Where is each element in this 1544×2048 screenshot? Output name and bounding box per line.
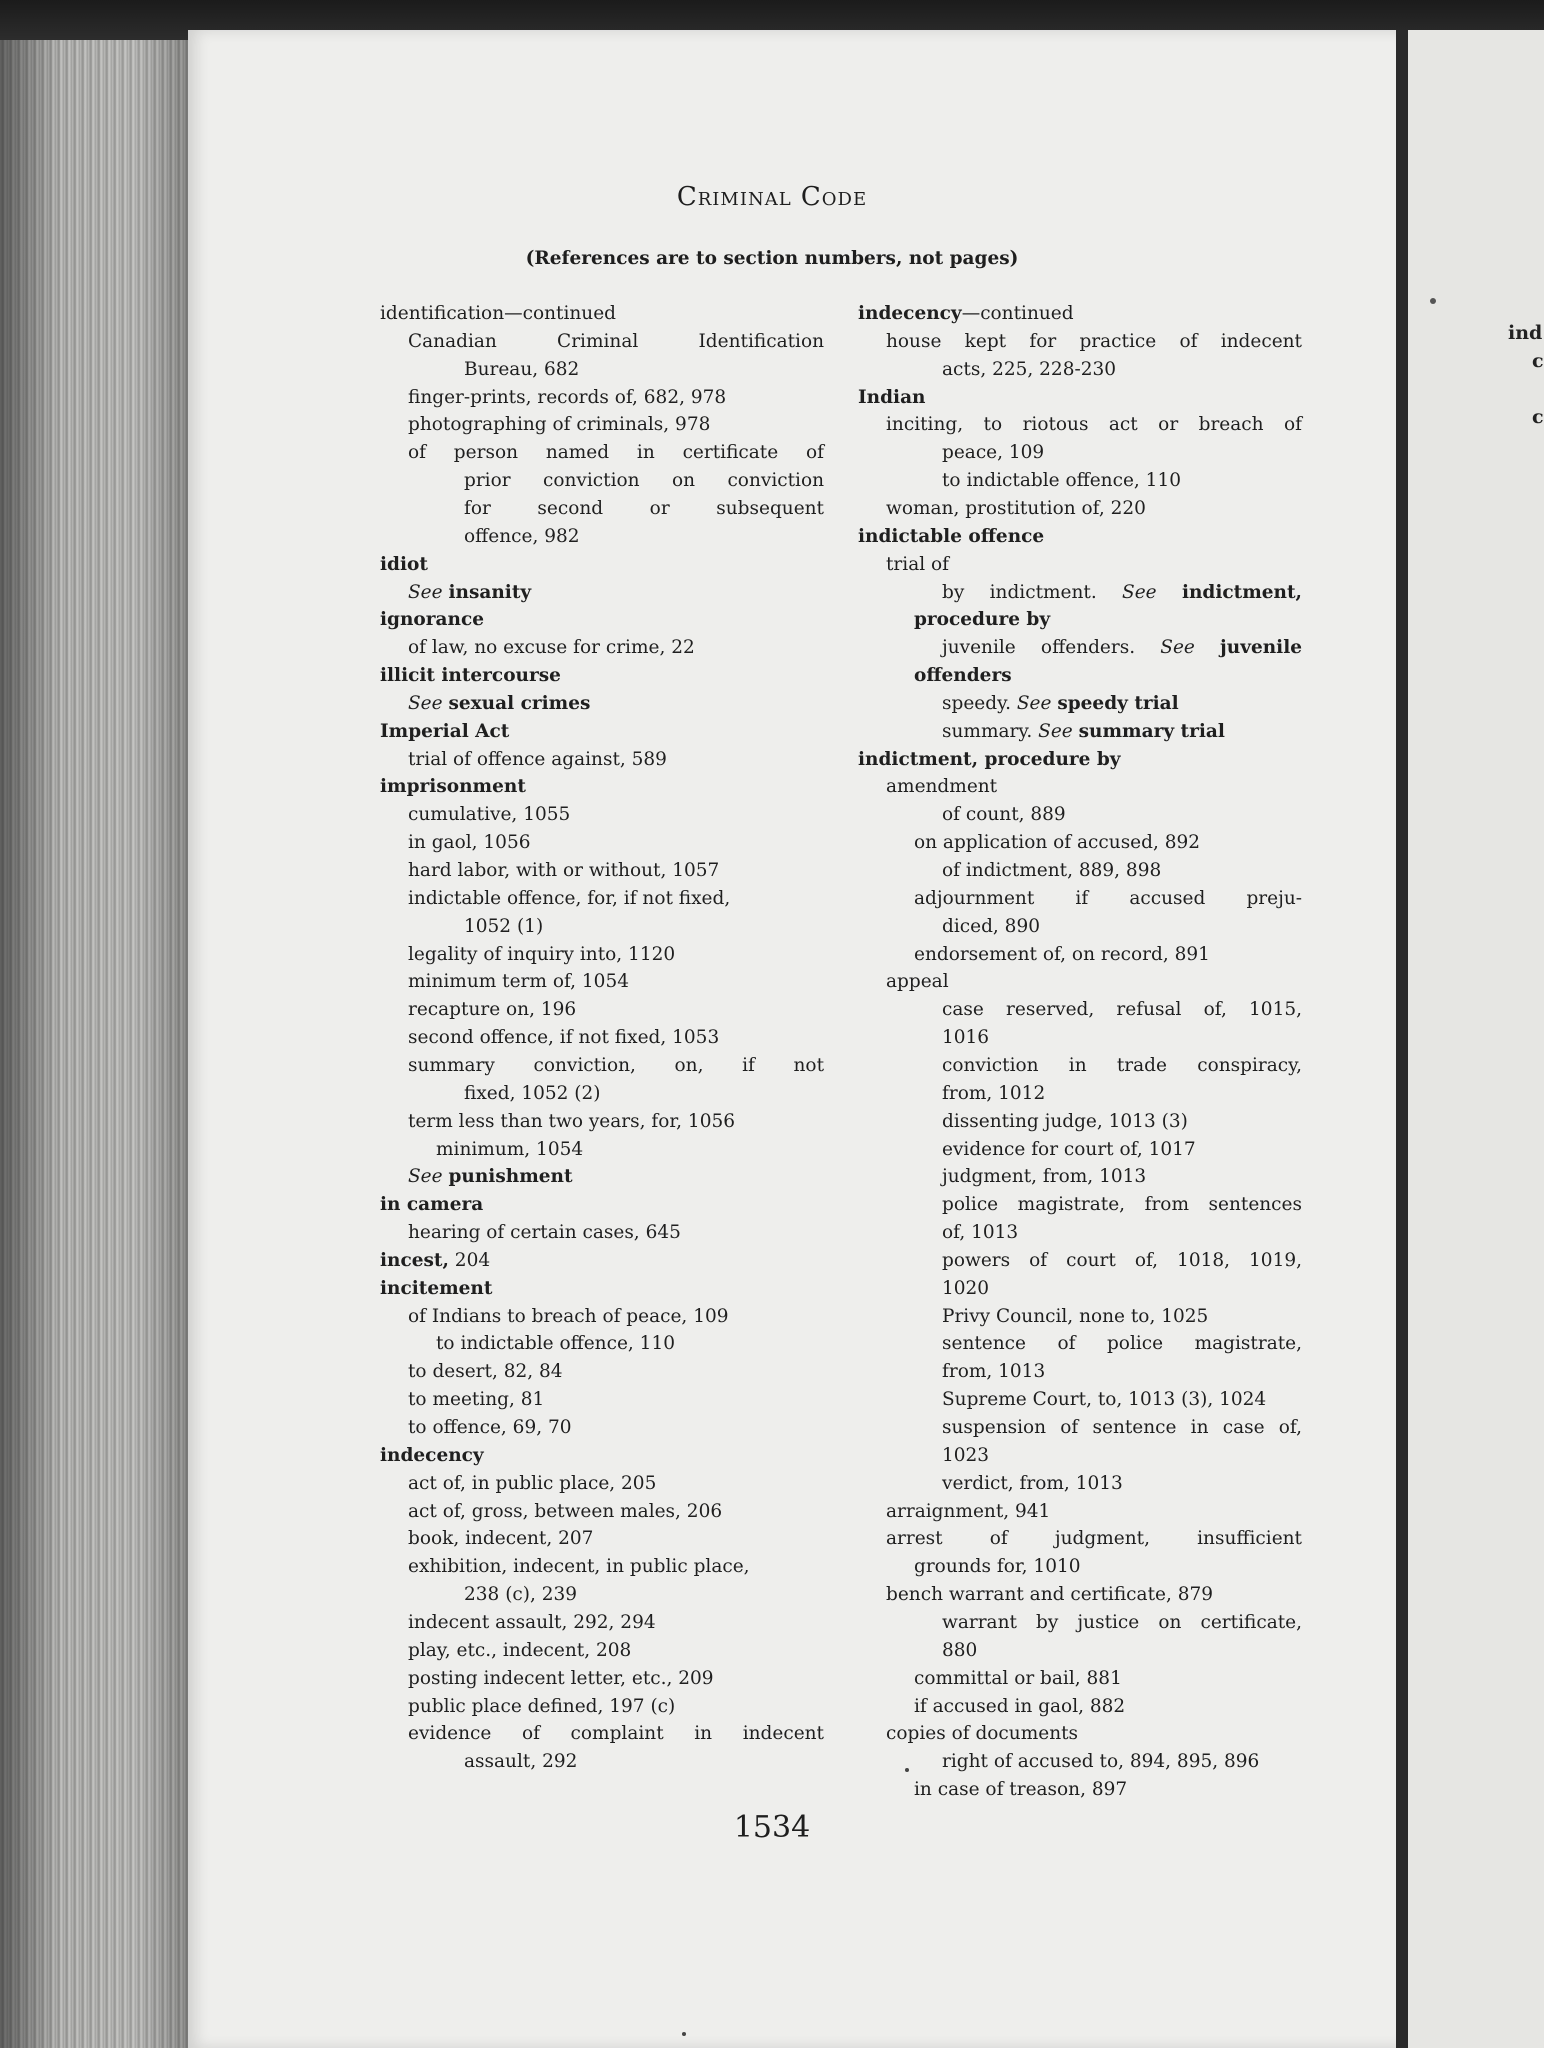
facing-page-fragment: ind [1508, 322, 1543, 344]
index-entry [408, 690, 590, 718]
index-entry: hard labor, with or without, 1057 [408, 860, 720, 881]
index-entry: inciting, to riotous act or breach of [886, 414, 1302, 436]
index-entry: exhibition, indecent, in public place, [408, 1556, 750, 1578]
index-entry: finger-prints, records of, 682, 978 [408, 386, 727, 408]
index-entry: suspension of sentence in case of, [942, 1417, 1302, 1438]
index-entry: minimum, 1054 [436, 1138, 584, 1160]
book-gutter [1396, 30, 1408, 2048]
index-entry: of indictment, 889, 898 [942, 860, 1162, 881]
index-entry: offenders [914, 665, 1012, 687]
index-entry: to indictable offence, 110 [436, 1333, 675, 1355]
index-entry: in camera [380, 1194, 484, 1216]
index-entry: ignorance [380, 609, 484, 631]
index-entry: evidence for court of, 1017 [942, 1138, 1196, 1160]
index-entry: of Indians to breach of peace, 109 [408, 1305, 729, 1327]
index-entry: public place defined, 197 (c) [408, 1695, 676, 1717]
index-entry: endorsement of, on record, 891 [914, 943, 1210, 965]
index-entry: indictment, procedure by [858, 748, 1121, 770]
index-entry: second offence, if not fixed, 1053 [408, 1027, 720, 1049]
index-entry: Indian [858, 386, 926, 408]
index-entry: indictable offence [858, 525, 1045, 547]
index-entry: to desert, 82, 84 [408, 1361, 563, 1383]
index-entry: 1023 [942, 1444, 990, 1466]
index-entry [408, 579, 531, 607]
index-entry: hearing of certain cases, 645 [408, 1222, 681, 1244]
index-entry: if accused in gaol, 882 [914, 1695, 1126, 1717]
index-entry: from, 1013 [942, 1361, 1046, 1383]
index-entry: play, etc., indecent, 208 [408, 1639, 632, 1661]
index-entry: peace, 109 [942, 442, 1045, 464]
index-entry: grounds for, 1010 [914, 1556, 1081, 1578]
index-entry: fixed, 1052 (2) [464, 1082, 601, 1104]
entry-text: juvenile offenders. [942, 637, 1136, 659]
index-entry: minimum term of, 1054 [408, 971, 629, 993]
index-entry: in gaol, 1056 [408, 832, 531, 854]
running-head: Criminal Code [676, 182, 868, 212]
see-reference-label: See [1038, 720, 1073, 742]
index-entry: house kept for practice of indecent [886, 330, 1302, 352]
index-entry: incitement [380, 1277, 493, 1299]
cross-reference: indictment, [1181, 581, 1302, 603]
index-entry: arraignment, 941 [886, 1500, 1051, 1522]
index-entry: indictable offence, for, if not fixed, [408, 887, 731, 909]
see-reference-label: See [1122, 581, 1157, 603]
index-entry: term less than two years, for, 1056 [408, 1110, 736, 1132]
index-entry: 1020 [942, 1277, 990, 1299]
see-reference-label: See [1160, 637, 1195, 659]
index-entry: act of, gross, between males, 206 [408, 1500, 723, 1522]
see-reference-label: See [408, 1166, 443, 1188]
index-entry [942, 718, 1225, 746]
index-entry: in case of treason, 897 [914, 1779, 1128, 1801]
index-entry: offence, 982 [464, 525, 580, 547]
entry-text: by indictment. [942, 581, 1097, 603]
index-entry: indecent assault, 292, 294 [408, 1611, 656, 1633]
index-entry: amendment [886, 776, 998, 798]
index-entry: case reserved, refusal of, 1015, [942, 999, 1302, 1021]
index-entry: Bureau, 682 [464, 358, 580, 380]
book-page-edges [0, 40, 196, 2048]
index-entry: to offence, 69, 70 [408, 1417, 572, 1438]
index-entry: appeal [886, 971, 949, 993]
cross-reference: summary trial [1078, 720, 1225, 742]
index-entry [408, 1163, 573, 1191]
index-entry: police magistrate, from sentences [942, 1194, 1302, 1216]
index-entry: of count, 889 [942, 804, 1066, 826]
index-entry: prior conviction on conviction [464, 470, 824, 492]
index-entry: trial of [886, 553, 950, 575]
index-entry: cumulative, 1055 [408, 804, 571, 826]
index-entry: on application of accused, 892 [914, 832, 1201, 854]
index-entry: imprisonment [380, 776, 526, 798]
index-entry: 1052 (1) [464, 915, 544, 937]
index-entry: conviction in trade conspiracy, [942, 1054, 1302, 1076]
index-entry: book, indecent, 207 [408, 1528, 594, 1550]
index-entry: identification—continued [380, 303, 616, 324]
cross-reference: insanity [448, 581, 532, 603]
index-entry: indecency [380, 1444, 484, 1466]
index-entry: of, 1013 [942, 1222, 1019, 1244]
index-entry: bench warrant and certificate, 879 [886, 1584, 1214, 1606]
index-entry: acts, 225, 228-230 [942, 358, 1117, 380]
index-entry [942, 634, 1302, 662]
see-reference-label: See [1016, 692, 1052, 714]
reference-note: (References are to section numbers, not pages) [525, 248, 1019, 269]
index-entry: diced, 890 [942, 915, 1040, 937]
facing-page-fragment: c [1532, 350, 1544, 372]
index-entry: to meeting, 81 [408, 1389, 545, 1411]
see-reference-label: See [408, 581, 443, 603]
index-entry: illicit intercourse [380, 665, 561, 687]
cross-reference: sexual crimes [448, 692, 591, 714]
index-heading: incest, [380, 1249, 449, 1271]
index-entry: verdict, from, 1013 [942, 1472, 1123, 1494]
cross-reference: juvenile [1220, 637, 1302, 659]
index-entry: adjournment if accused preju- [914, 887, 1302, 909]
index-entry: assault, 292 [464, 1751, 578, 1773]
entry-text: speedy. [942, 692, 1011, 714]
index-entry: for second or subsequent [464, 497, 824, 519]
index-entry: of person named in certificate of [408, 442, 824, 464]
cross-reference: punishment [448, 1166, 573, 1188]
index-entry: act of, in public place, 205 [408, 1472, 657, 1494]
index-entry: right of accused to, 894, 895, 896 [942, 1751, 1260, 1773]
cross-reference: speedy trial [1057, 692, 1179, 714]
index-entry: powers of court of, 1018, 1019, [942, 1249, 1302, 1271]
index-entry: idiot [380, 553, 428, 575]
see-reference-label: See [408, 692, 443, 714]
entry-text: summary. [942, 720, 1033, 742]
index-entry: committal or bail, 881 [914, 1667, 1122, 1689]
index-entry: Imperial Act [380, 720, 510, 742]
index-entry: warrant by justice on certificate, [942, 1611, 1302, 1633]
index-entry: Canadian Criminal Identification [408, 330, 824, 352]
index-heading: indecency [858, 303, 962, 324]
index-entry: legality of inquiry into, 1120 [408, 943, 676, 965]
index-entry: photographing of criminals, 978 [408, 414, 711, 436]
index-entry: woman, prostitution of, 220 [886, 497, 1146, 519]
index-entry: posting indecent letter, etc., 209 [408, 1667, 714, 1689]
index-entry [942, 579, 1302, 607]
index-entry: 1016 [942, 1027, 990, 1049]
index-entry: summary conviction, on, if not [408, 1054, 824, 1076]
facing-page-fragment: c [1532, 406, 1544, 428]
index-entry: recapture on, 196 [408, 999, 577, 1021]
index-entry: indecency—continued [858, 303, 1074, 324]
page-number: 1534 [733, 1810, 811, 1845]
index-entry: sentence of police magistrate, [942, 1333, 1302, 1355]
index-entry: Supreme Court, to, 1013 (3), 1024 [942, 1389, 1267, 1411]
index-entry: copies of documents [886, 1723, 1079, 1745]
index-entry: procedure by [914, 609, 1051, 631]
index-entry: incest, 204 [380, 1249, 491, 1271]
index-entry: Privy Council, none to, 1025 [942, 1305, 1209, 1327]
index-entry: arrest of judgment, insufficient [886, 1528, 1302, 1550]
facing-page [1408, 30, 1544, 2048]
index-entry: evidence of complaint in indecent [408, 1723, 824, 1745]
index-entry: 238 (c), 239 [464, 1584, 578, 1606]
index-entry: to indictable offence, 110 [942, 470, 1181, 492]
index-entry: from, 1012 [942, 1082, 1046, 1104]
index-entry: trial of offence against, 589 [408, 748, 667, 770]
index-entry [942, 690, 1179, 718]
index-entry: of law, no excuse for crime, 22 [408, 637, 695, 659]
index-entry: judgment, from, 1013 [942, 1166, 1147, 1188]
index-entry: dissenting judge, 1013 (3) [942, 1110, 1188, 1132]
index-entry: 880 [942, 1639, 978, 1661]
